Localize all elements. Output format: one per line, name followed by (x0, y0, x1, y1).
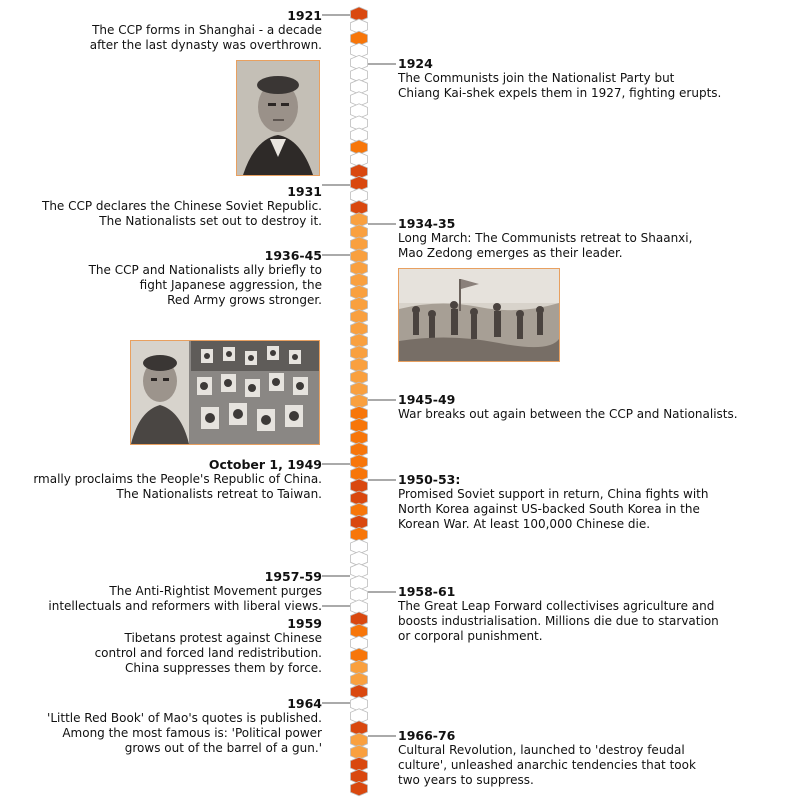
event-1959 (2, 616, 322, 676)
event-year: 1934-35 (398, 216, 456, 231)
event-text: The Great Leap Forward collectivises agriculture and boosts industrialisation. Millions die due to starvation or corporal punishment. (398, 599, 719, 643)
event-october-1-1949 (0, 457, 322, 502)
event-1958-61 (398, 584, 793, 644)
event-year: 1964 (287, 696, 322, 711)
event-text: The CCP declares the Chinese Soviet Republic. The Nationalists set out to destroy it. (41, 199, 322, 228)
event-1957-59 (2, 569, 322, 614)
event-1924 (398, 56, 793, 101)
event-text: Long March: The Communists retreat to Shaanxi, Mao Zedong emerges as their leader. (398, 231, 693, 260)
event-year: 1958-61 (398, 584, 456, 599)
event-year: 1966-76 (398, 728, 456, 743)
event-1945-49 (398, 392, 793, 422)
event-text: 'Little Red Book' of Mao's quotes is published. Among the most famous is: 'Political power grows out of the barrel of a gun.' (47, 711, 322, 755)
long-march-photo (398, 268, 560, 362)
event-year: 1921 (287, 8, 322, 23)
event-1921 (2, 8, 322, 53)
event-year: 1950-53: (398, 472, 461, 487)
event-1934-35 (398, 216, 793, 261)
event-text: Promised Soviet support in return, China fights with North Korea against US-backed South Korea in the Korean War. At least 100,000 Chinese die. (398, 487, 709, 531)
event-text: Tibetans protest against Chinese control and forced land redistribution. China suppresses them by force. (94, 631, 322, 675)
event-1931 (0, 184, 322, 229)
event-year: 1924 (398, 56, 433, 71)
event-year: October 1, 1949 (208, 457, 322, 472)
timeline-hexagon (351, 781, 368, 795)
event-year: 1945-49 (398, 392, 456, 407)
portrait-photo (236, 60, 320, 176)
event-text: The CCP forms in Shanghai - a decade after the last dynasty was overthrown. (89, 23, 322, 52)
event-1950-53 (398, 472, 793, 532)
event-year: 1959 (287, 616, 322, 631)
event-1936-45 (2, 248, 322, 308)
event-text: War breaks out again between the CCP and Nationalists. (398, 407, 738, 421)
event-text: The Anti-Rightist Movement purges intellectuals and reformers with liberal views. (48, 584, 322, 613)
event-1964 (2, 696, 322, 756)
event-year: 1936-45 (264, 248, 322, 263)
mao-rally-photo (130, 340, 320, 445)
event-year: 1931 (287, 184, 322, 199)
event-year: 1957-59 (264, 569, 322, 584)
event-text: rmally proclaims the People's Republic of China. The Nationalists retreat to Taiwan. (33, 472, 322, 501)
event-text: The CCP and Nationalists ally briefly to fight Japanese aggression, the Red Army grows stronger. (88, 263, 322, 307)
event-text: Cultural Revolution, launched to 'destroy feudal culture', unleashed anarchic tendencies that took two years to suppress. (398, 743, 696, 787)
event-text: The Communists join the Nationalist Party but Chiang Kai-shek expels them in 1927, fighting erupts. (398, 71, 722, 100)
event-1966-76 (398, 728, 793, 788)
